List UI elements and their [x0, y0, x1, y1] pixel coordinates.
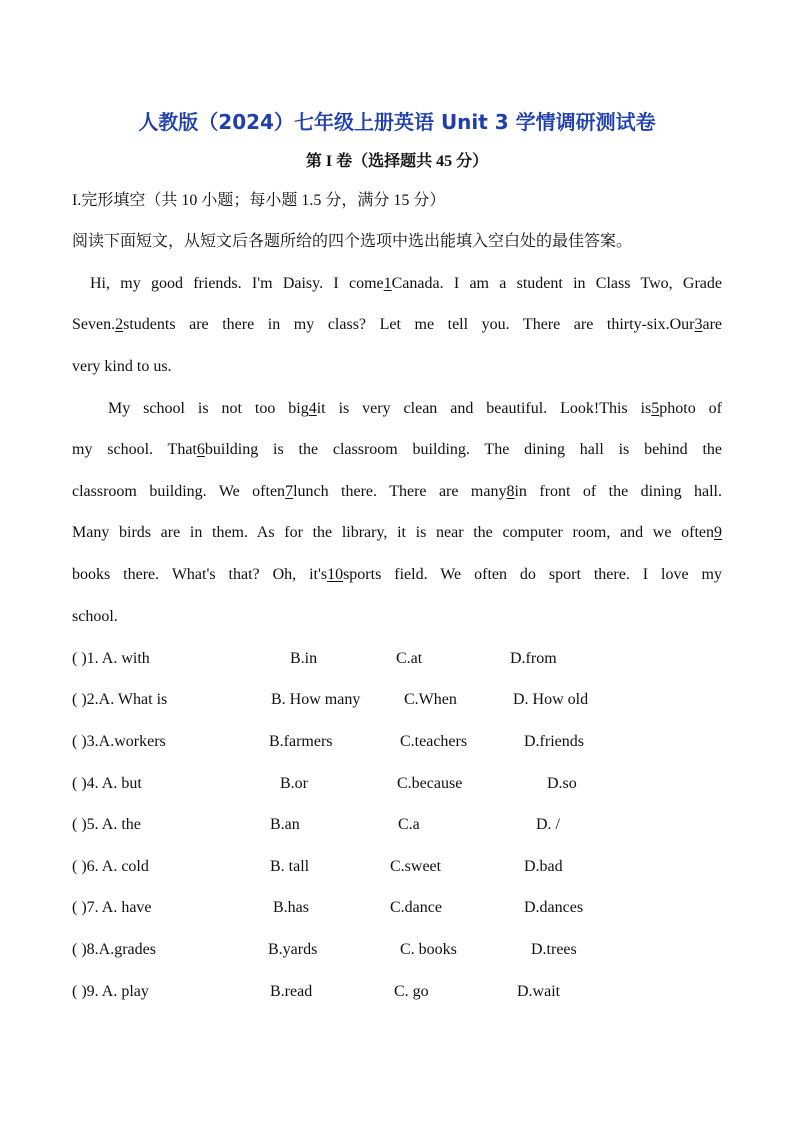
question-6-option-c[interactable]: C.sweet	[390, 858, 442, 875]
question-4-option-b[interactable]: B.or	[280, 775, 308, 792]
question-9-option-d[interactable]: D.wait	[517, 983, 561, 1000]
question-1-option-b[interactable]: B.in	[290, 650, 318, 667]
part-subtitle: 第 I 卷（选择题共 45 分）	[305, 153, 489, 170]
question-8-option-c[interactable]: C. books	[400, 941, 457, 958]
question-5-option-c[interactable]: C.a	[398, 816, 420, 833]
question-9-option-a[interactable]: ( )9. A. play	[72, 983, 149, 1000]
passage-line: Many birds are in them. As for the library, it is near the computer room, and we often9	[72, 522, 722, 544]
passage-line: Hi, my good friends. I'm Daisy. I come1Canada. I am a student in Class Two, Grade	[90, 273, 722, 295]
question-1-option-c[interactable]: C.at	[396, 650, 423, 667]
blank-4: 4	[308, 400, 317, 417]
question-3-option-a[interactable]: ( )3.A.workers	[72, 733, 166, 750]
question-7-option-d[interactable]: D.dances	[524, 899, 584, 916]
question-4-option-d[interactable]: D.so	[547, 775, 577, 792]
question-1-option-d[interactable]: D.from	[510, 650, 557, 667]
blank-7: 7	[285, 483, 294, 500]
passage-line: classroom building. We often7lunch there. There are many8in front of the dining hall.	[72, 481, 722, 503]
blank-8: 8	[506, 483, 515, 500]
blank-6: 6	[196, 441, 205, 458]
question-5-option-b[interactable]: B.an	[270, 816, 300, 833]
passage-line: my school. That6building is the classroom building. The dining hall is behind the	[72, 439, 722, 461]
section-instruction: 阅读下面短文，从短文后各题所给的四个选项中选出能填入空白处的最佳答案。	[72, 233, 633, 250]
blank-1: 1	[383, 275, 392, 292]
question-7-option-b[interactable]: B.has	[273, 899, 309, 916]
question-8-option-a[interactable]: ( )8.A.grades	[72, 941, 156, 958]
question-5-option-a[interactable]: ( )5. A. the	[72, 816, 141, 833]
question-3-option-b[interactable]: B.farmers	[269, 733, 333, 750]
question-6-option-b[interactable]: B. tall	[270, 858, 310, 875]
question-3-option-d[interactable]: D.friends	[524, 733, 584, 750]
question-2-option-c[interactable]: C.When	[404, 691, 457, 708]
passage-line: Seven.2students are there in my class? Let me tell you. There are thirty-six.Our3are	[72, 314, 722, 336]
question-3-option-c[interactable]: C.teachers	[400, 733, 468, 750]
question-7-option-a[interactable]: ( )7. A. have	[72, 899, 152, 916]
section-heading: I.完形填空（共 10 小题；每小题 1.5 分，满分 15 分）	[72, 192, 446, 209]
question-2-option-d[interactable]: D. How old	[513, 691, 589, 708]
question-1-option-a[interactable]: ( )1. A. with	[72, 650, 150, 667]
question-5-option-d[interactable]: D. /	[536, 816, 560, 833]
page-title: 人教版（2024）七年级上册英语 Unit 3 学情调研测试卷	[138, 110, 656, 134]
question-4-option-c[interactable]: C.because	[397, 775, 463, 792]
question-6-option-d[interactable]: D.bad	[524, 858, 563, 875]
blank-5: 5	[651, 400, 660, 417]
question-2-option-a[interactable]: ( )2.A. What is	[72, 691, 168, 708]
blank-3: 3	[694, 316, 703, 333]
question-2-option-b[interactable]: B. How many	[271, 691, 361, 708]
question-8-option-d[interactable]: D.trees	[531, 941, 577, 958]
passage-line: very kind to us.	[72, 358, 172, 375]
question-9-option-b[interactable]: B.read	[270, 983, 313, 1000]
question-8-option-b[interactable]: B.yards	[268, 941, 318, 958]
passage-line: books there. What's that? Oh, it's10sports field. We often do sport there. I love my	[72, 564, 722, 586]
question-9-option-c[interactable]: C. go	[394, 983, 429, 1000]
question-6-option-a[interactable]: ( )6. A. cold	[72, 858, 149, 875]
question-4-option-a[interactable]: ( )4. A. but	[72, 775, 142, 792]
blank-2: 2	[115, 316, 124, 333]
passage-line: school.	[72, 608, 118, 625]
blank-9: 9	[714, 524, 722, 541]
question-7-option-c[interactable]: C.dance	[390, 899, 442, 916]
passage-line: My school is not too big4it is very clean and beautiful. Look!This is5photo of	[108, 398, 722, 420]
blank-10: 10	[327, 566, 344, 583]
